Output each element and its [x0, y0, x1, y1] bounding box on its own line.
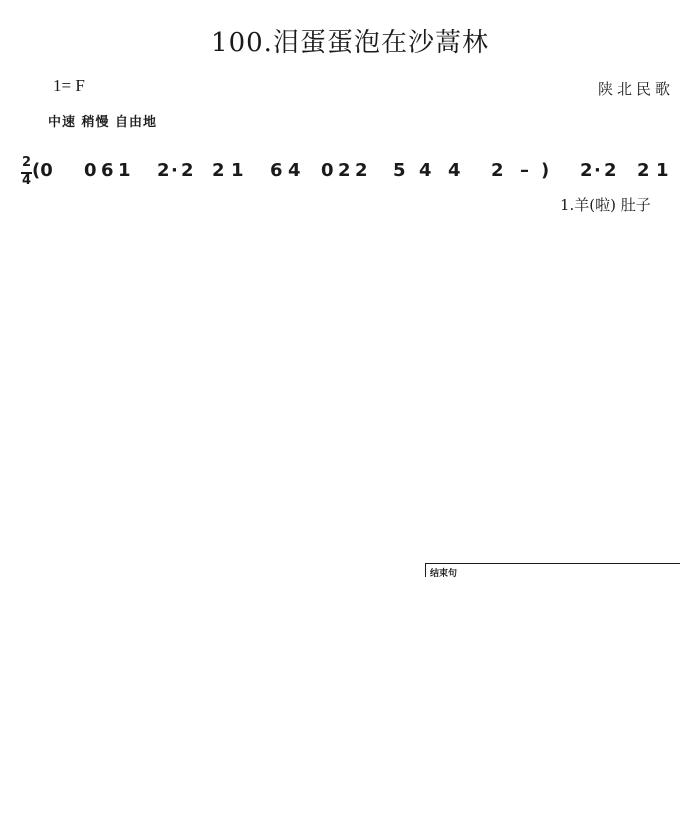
note: 2	[212, 160, 225, 181]
note: 2	[157, 160, 170, 181]
ending-bracket	[425, 563, 680, 564]
lyric-text: 1.羊(啦) 肚子	[560, 196, 651, 214]
note: 2	[580, 160, 593, 181]
time-signature-top: 2	[22, 155, 32, 170]
note: 4	[288, 160, 301, 181]
note: 1	[231, 160, 244, 181]
note: ·	[594, 160, 601, 181]
note: 6	[101, 160, 114, 181]
note: )	[541, 160, 550, 181]
note: ·	[171, 160, 178, 181]
composer-credit: 陕北民歌	[598, 80, 675, 98]
ending-bracket-left	[425, 563, 426, 577]
note: –	[520, 160, 529, 181]
tempo-marking: 中速 稍慢 自由地	[48, 115, 158, 130]
note: 2	[181, 160, 194, 181]
note: 2	[604, 160, 617, 181]
note: 4	[448, 160, 461, 181]
section-label: 结束句	[430, 569, 458, 579]
note: 5	[393, 160, 406, 181]
note: 4	[419, 160, 432, 181]
note: 2	[355, 160, 368, 181]
note: 0	[84, 160, 97, 181]
page-title: 100.泪蛋蛋泡在沙蒿林	[211, 28, 489, 58]
note: (0	[32, 160, 53, 181]
key-signature: 1= F	[53, 76, 85, 95]
note: 1	[656, 160, 669, 181]
note: 2	[338, 160, 351, 181]
note: 0	[321, 160, 334, 181]
note: 2	[491, 160, 504, 181]
time-signature-bottom: 4	[22, 173, 32, 188]
note: 1	[118, 160, 131, 181]
note: 2	[637, 160, 650, 181]
note: 6	[270, 160, 283, 181]
